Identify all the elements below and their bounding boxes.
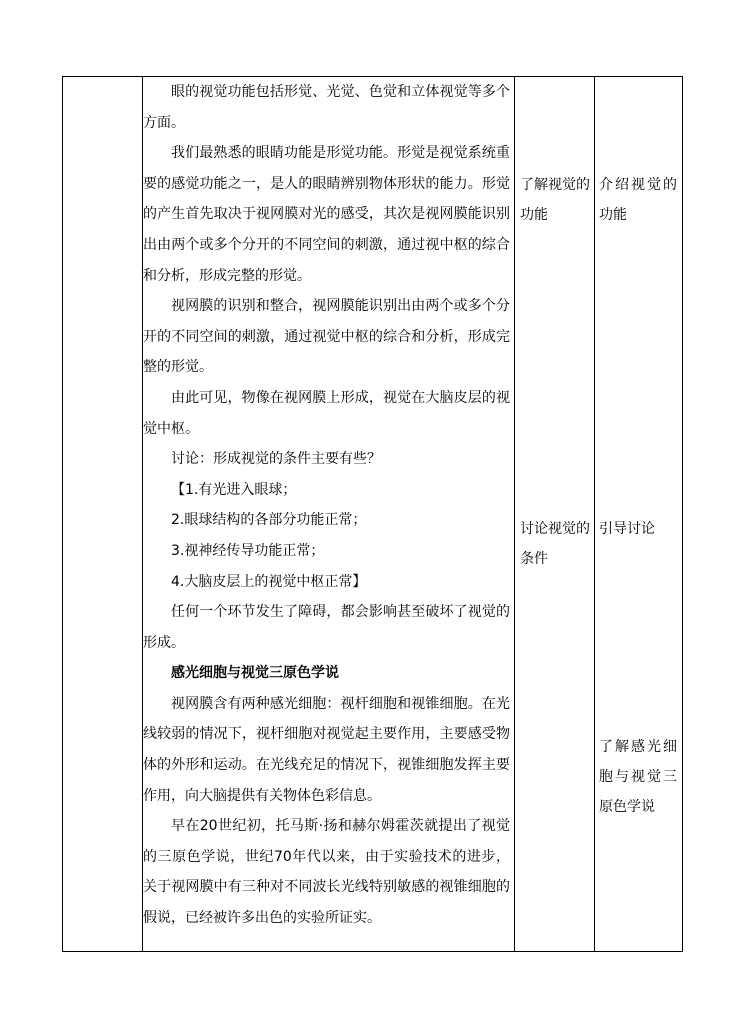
teacher-activity: 了解感光细胞与视觉三原色学说: [599, 739, 677, 815]
content-paragraph: 视网膜含有两种感光细胞：视杆细胞和视锥细胞。在光线较弱的情况下，视杆细胞对视觉起主要作用，主要感受物体的外形和运动。在光线充足的情况下，视锥细胞发挥主要作用，向大脑提供有关物体色彩信息。: [143, 695, 510, 804]
content-paragraph: 早在20世纪初，托马斯·扬和赫尔姆霍茨就提出了视觉的三原色学说，世纪70年代以来，由于实验技术的进步，关于视网膜中有三种对不同波长光线特别敏感的视锥细胞的假说，已经被许多出色的实验所证实。: [143, 818, 510, 927]
answer-item: 4.大脑皮层上的视觉中枢正常】: [171, 573, 367, 590]
section-heading: 感光细胞与视觉三原色学说: [171, 665, 339, 682]
table-divider-2: [514, 76, 515, 952]
teaching-content-cell: [143, 77, 510, 934]
student-activity: 讨论视觉的条件: [520, 521, 590, 567]
answer-item: 2.眼球结构的各部分功能正常；: [171, 512, 367, 529]
content-paragraph: 任何一个环节发生了障碍，都会影响甚至破坏了视觉的形成。: [143, 604, 510, 651]
student-activity: 了解视觉的功能: [520, 177, 590, 223]
teacher-activity: 引导讨论: [599, 521, 655, 537]
content-paragraph: 由此可见，物像在视网膜上形成，视觉在大脑皮层的视觉中枢。: [143, 389, 510, 437]
answer-item: 3.视神经传导功能正常；: [171, 542, 325, 559]
lesson-table: [62, 76, 683, 952]
teacher-activity: 介绍视觉的功能: [599, 177, 677, 223]
discussion-question: 讨论：形成视觉的条件主要有些？: [171, 451, 381, 468]
content-paragraph: 视网膜的识别和整合，视网膜能识别出由两个或多个分开的不同空间的刺激，通过视觉中枢的综合和分析，形成完整的形觉。: [143, 298, 510, 376]
table-divider-3: [594, 76, 595, 952]
table-bottom-border: [62, 951, 683, 952]
answer-item: 【1.有光进入眼球；: [171, 481, 297, 498]
content-paragraph: 眼的视觉功能包括形觉、光觉、色觉和立体视觉等多个方面。: [143, 84, 510, 131]
content-paragraph: 我们最熟悉的眼睛功能是形觉功能。形觉是视觉系统重要的感觉功能之一，是人的眼睛辨别物体形状的能力。形觉的产生首先取决于视网膜对光的感受，其次是视网膜能识别出由两个或多个分开的不同空间的刺激，通过视中枢的综合和分析，形成完整的形觉。: [143, 145, 510, 284]
table-border-left: [62, 76, 63, 952]
table-border-right: [682, 76, 683, 952]
